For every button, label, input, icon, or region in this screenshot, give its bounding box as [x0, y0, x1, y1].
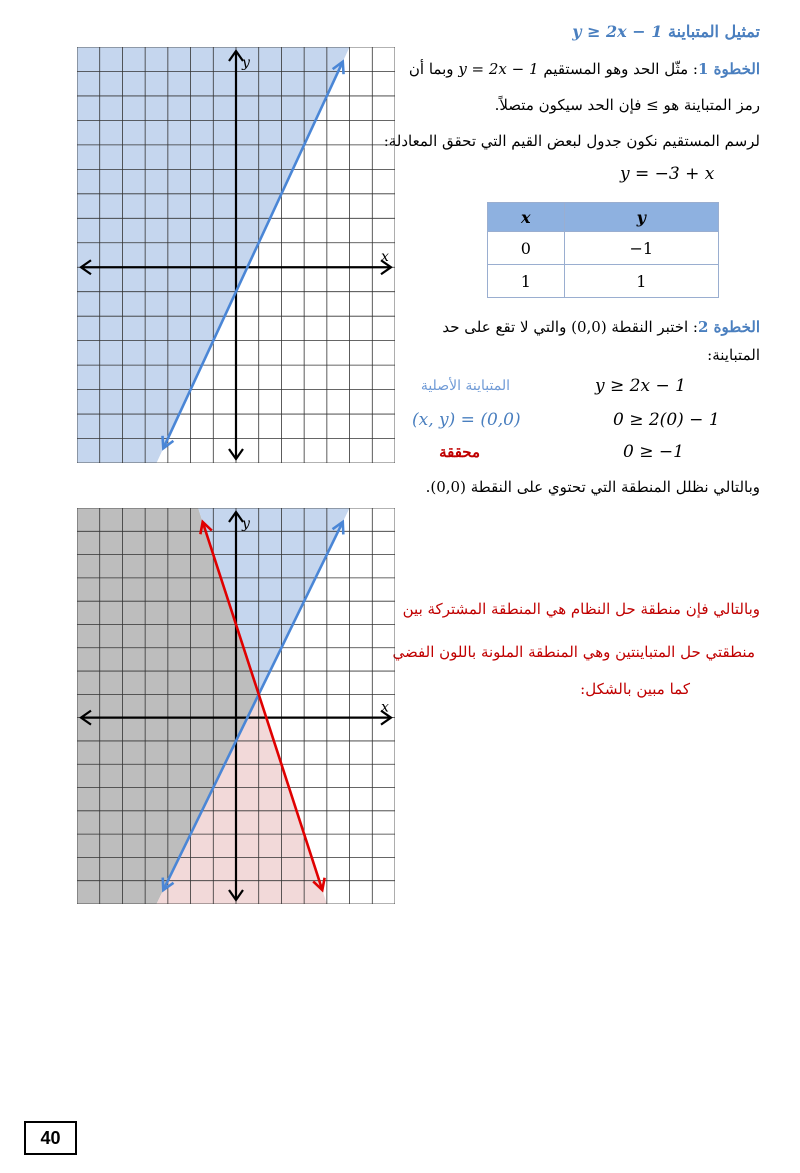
table-header-x: x: [488, 203, 565, 232]
system-line1: وبالتالي فإن منطقة حل النظام هي المنطقة المشتركة بين: [402, 600, 760, 618]
y-axis-label: y: [242, 55, 250, 71]
line-equation: y = −3 + x: [620, 164, 715, 184]
inequality-graph: [77, 47, 395, 463]
x-axis-label: x: [381, 699, 389, 716]
step1-label: الخطوة 1: [698, 60, 760, 78]
test-row-note: (x, y) = (0,0): [412, 410, 521, 430]
test-row-note: محققة: [439, 443, 480, 461]
table-cell: −1: [564, 232, 718, 265]
system-line2: منطقتي حل المتباينتين وهي المنطقة الملونة باللون الفضي: [392, 643, 755, 661]
table-cell: 1: [564, 265, 718, 298]
table-row: [488, 265, 719, 298]
x-axis-label: x: [381, 249, 389, 266]
test-row-note: المتباينة الأصلية: [420, 378, 510, 394]
test-row-math: 0 ≥ 2(0) − 1: [613, 410, 720, 430]
test-row-math: y ≥ 2x − 1: [595, 376, 686, 396]
system-graph: [77, 508, 395, 904]
table-row: [488, 232, 719, 265]
test-row-math: 0 ≥ −1: [623, 442, 684, 462]
page-number: 40: [24, 1121, 77, 1155]
step1-line2: رمز المتباينة هو ≥ فإن الحد سيكون متصلاً.: [494, 96, 760, 114]
table-header-y: y: [564, 203, 718, 232]
step2-conclusion: وبالتالي نظلل المنطقة التي تحتوي على النقطة (0,0).: [425, 478, 760, 496]
system-line3: كما مبين بالشكل:: [580, 680, 690, 698]
values-table: [487, 202, 719, 298]
y-axis-label: y: [242, 516, 250, 532]
step1-line1: الخطوة 1: مثّل الحد وهو المستقيم y = 2x − 1 وبما أن: [408, 60, 760, 78]
table-cell: 0: [488, 232, 565, 265]
step1-line3: لرسم المستقيم نكون جدول لبعض القيم التي تحقق المعادلة:: [383, 132, 760, 150]
step2-label: الخطوة 2: [698, 318, 760, 336]
step2-line2: المتباينة:: [707, 346, 760, 364]
step2-line1: الخطوة 2: اختبر النقطة (0,0) والتي لا تقع على حد: [442, 318, 760, 336]
table-cell: 1: [488, 265, 565, 298]
page-title: تمثيل المتباينة y ≥ 2x − 1: [572, 22, 760, 41]
